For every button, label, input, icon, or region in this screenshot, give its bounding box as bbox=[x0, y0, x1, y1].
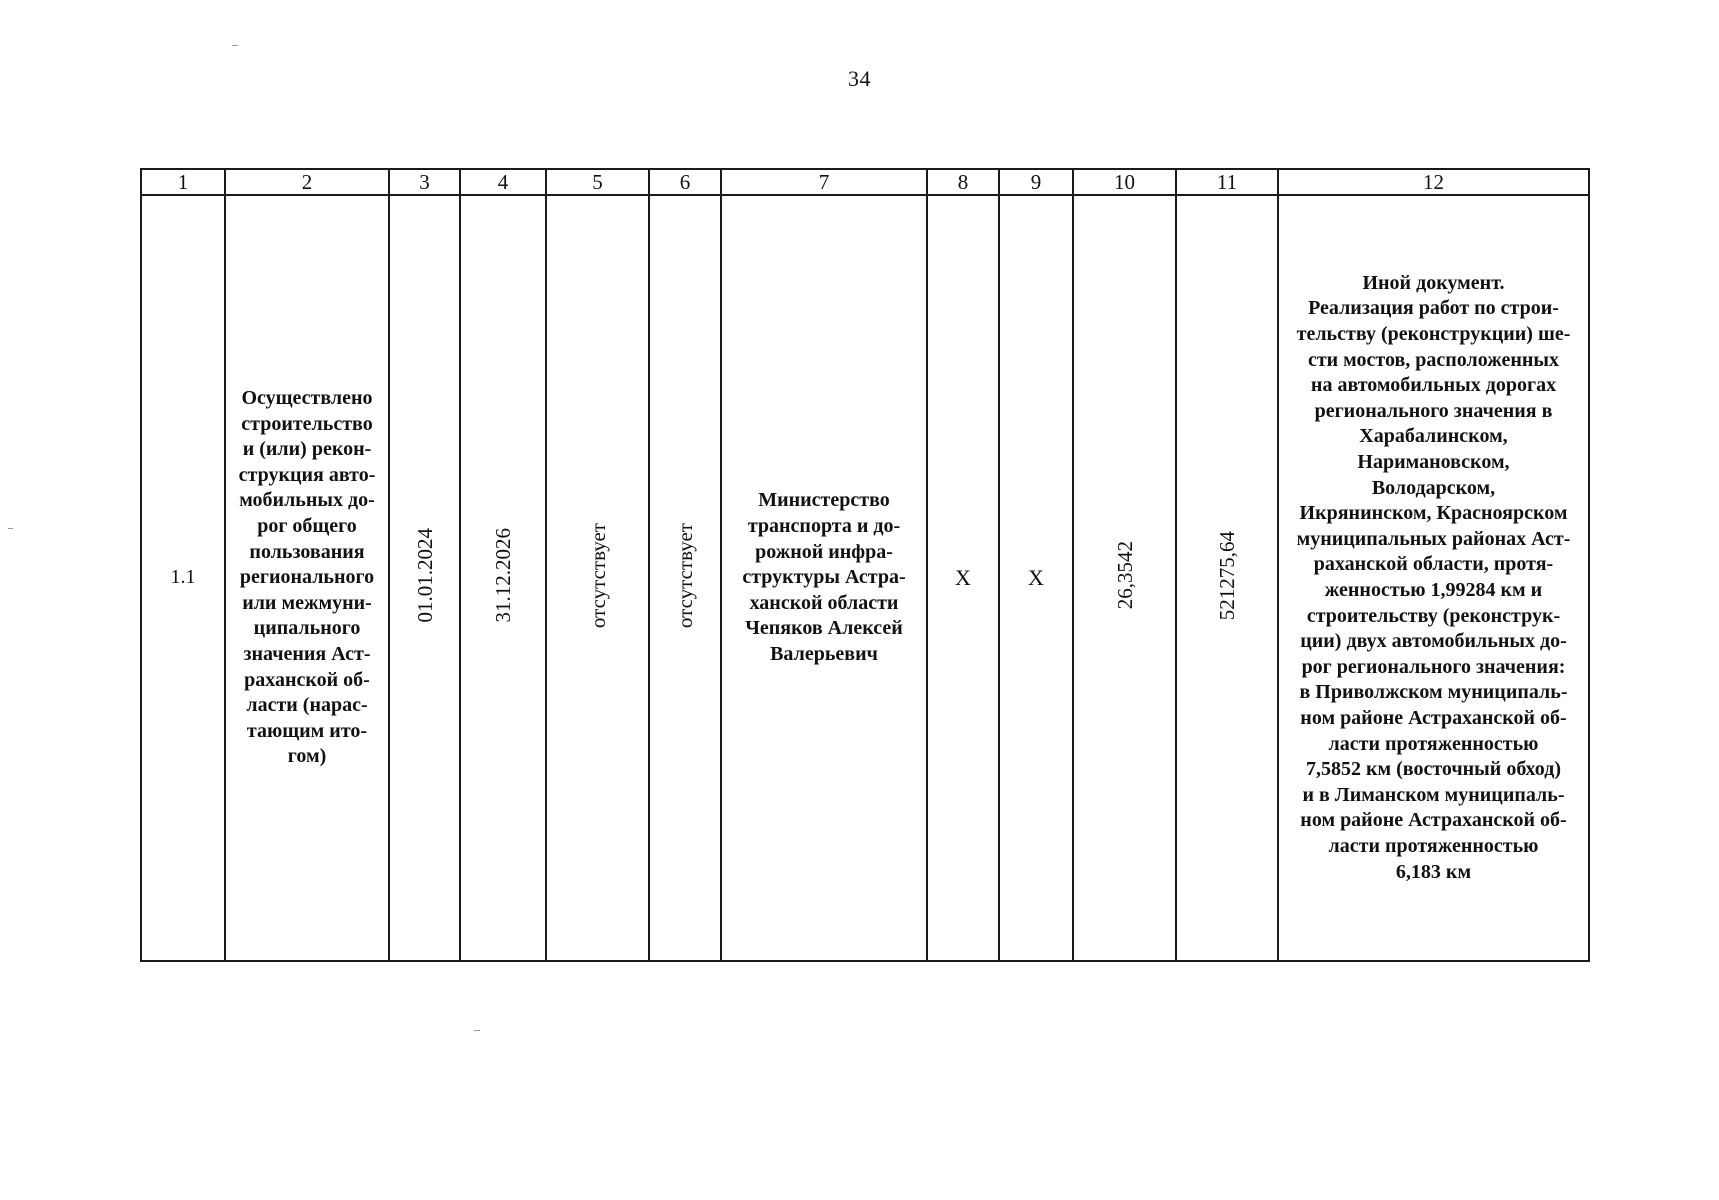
end-date-cell bbox=[460, 195, 546, 961]
description-cell bbox=[225, 195, 389, 961]
header-row bbox=[141, 169, 1589, 195]
document-line: строительству (реконструк- bbox=[1306, 604, 1561, 627]
document-table bbox=[140, 168, 1590, 962]
start-date-cell bbox=[389, 195, 460, 961]
document-cell bbox=[1278, 195, 1589, 961]
table-row bbox=[141, 195, 1589, 961]
description-line: струкция авто- bbox=[238, 463, 376, 486]
document-line: Харабалинском, bbox=[1359, 425, 1508, 448]
page-number: 34 bbox=[848, 66, 871, 91]
col8-cell bbox=[927, 195, 999, 961]
col5-cell bbox=[546, 195, 649, 961]
col6-value: отсутствует bbox=[673, 522, 697, 629]
column-header-6: 6 bbox=[649, 169, 721, 195]
description-line: Осуществлено bbox=[241, 387, 373, 410]
column-header-9: 9 bbox=[999, 169, 1073, 195]
document-line: Реализация работ по строи- bbox=[1308, 297, 1559, 320]
scan-artifact bbox=[232, 45, 238, 46]
col9-value: X bbox=[1028, 565, 1044, 590]
document-line: регионального значения в bbox=[1314, 399, 1553, 422]
document-line: Наримановском, bbox=[1357, 451, 1510, 474]
end-date: 31.12.2026 bbox=[491, 528, 515, 623]
document-line: ласти протяженностью bbox=[1328, 732, 1539, 755]
document-line: 6,183 км bbox=[1395, 860, 1472, 883]
description-line: ципального bbox=[253, 617, 361, 640]
row-number: 1.1 bbox=[170, 566, 196, 589]
scan-artifact bbox=[474, 1030, 480, 1031]
col11-value: 521275,64 bbox=[1215, 530, 1239, 621]
document-line: на автомобильных дорогах bbox=[1310, 374, 1557, 397]
responsible-line: Валерьевич bbox=[770, 642, 878, 665]
description-line: строительство bbox=[241, 412, 373, 435]
document-line: ном районе Астраханской об- bbox=[1300, 809, 1567, 832]
description-text bbox=[226, 386, 388, 770]
col5-value: отсутствует bbox=[585, 522, 610, 629]
column-header-3: 3 bbox=[389, 169, 460, 195]
document-line: и в Лиманском муниципаль- bbox=[1302, 783, 1565, 806]
document-line: 7,5852 км (восточный обход) bbox=[1305, 758, 1561, 781]
description-line: гом) bbox=[287, 745, 327, 768]
col6-cell bbox=[649, 195, 721, 961]
col10-cell bbox=[1073, 195, 1176, 961]
responsible-line: Чепяков Алексей bbox=[745, 617, 903, 640]
document-line: сти мостов, расположенных bbox=[1307, 348, 1560, 371]
description-line: рог общего bbox=[257, 515, 357, 538]
description-line: тающим ито- bbox=[246, 719, 368, 742]
column-header-12: 12 bbox=[1278, 169, 1589, 195]
responsible-line: транспорта и до- bbox=[747, 515, 901, 538]
start-date: 01.01.2024 bbox=[412, 528, 437, 623]
column-header-8: 8 bbox=[927, 169, 999, 195]
description-line: пользования bbox=[249, 540, 365, 563]
description-line: раханской об- bbox=[244, 668, 370, 691]
description-line: и (или) рекон- bbox=[242, 438, 372, 461]
scan-artifact bbox=[8, 528, 13, 529]
document-text bbox=[1279, 271, 1588, 885]
document-line: тельству (реконструкции) ше- bbox=[1296, 323, 1571, 346]
responsible-line: ханской области bbox=[749, 591, 899, 614]
document-line: женностью 1,99284 км и bbox=[1324, 579, 1543, 601]
column-header-7: 7 bbox=[721, 169, 927, 195]
document-line: Икрянинском, Красноярском bbox=[1299, 502, 1568, 525]
document-line: Иной документ. bbox=[1362, 271, 1505, 294]
document-line: Володарском, bbox=[1371, 476, 1496, 499]
document-line: ции) двух автомобильных до- bbox=[1300, 630, 1567, 653]
description-line: или межмуни- bbox=[242, 591, 372, 614]
responsible-line: структуры Астра- bbox=[742, 566, 906, 589]
column-header-4: 4 bbox=[460, 169, 546, 195]
col9-cell bbox=[999, 195, 1073, 961]
col10-value: 26,3542 bbox=[1112, 541, 1137, 610]
description-line: ласти (нарас- bbox=[246, 694, 368, 717]
row-number-cell bbox=[141, 195, 225, 961]
responsible-text bbox=[722, 488, 926, 667]
document-line: ном районе Астраханской об- bbox=[1300, 706, 1567, 729]
col8-value: X bbox=[955, 565, 971, 590]
description-line: регионального bbox=[239, 566, 375, 589]
col11-cell bbox=[1176, 195, 1278, 961]
responsible-line: рожной инфра- bbox=[755, 540, 893, 563]
responsible-line: Министерство bbox=[758, 489, 890, 512]
document-line: раханской области, протя- bbox=[1313, 553, 1554, 576]
column-header-5: 5 bbox=[546, 169, 649, 195]
column-header-1: 1 bbox=[141, 169, 225, 195]
column-header-2: 2 bbox=[225, 169, 389, 195]
responsible-cell bbox=[721, 195, 927, 961]
document-line: в Приволжском муниципаль- bbox=[1299, 681, 1568, 704]
column-header-11: 11 bbox=[1176, 169, 1278, 195]
document-line: рог регионального значения: bbox=[1301, 655, 1566, 678]
document-line: ласти протяженностью bbox=[1328, 834, 1539, 857]
description-line: значения Аст- bbox=[243, 642, 371, 665]
column-header-10: 10 bbox=[1073, 169, 1176, 195]
description-line: мобильных до- bbox=[239, 489, 375, 512]
document-line: муниципальных районах Аст- bbox=[1296, 527, 1571, 550]
